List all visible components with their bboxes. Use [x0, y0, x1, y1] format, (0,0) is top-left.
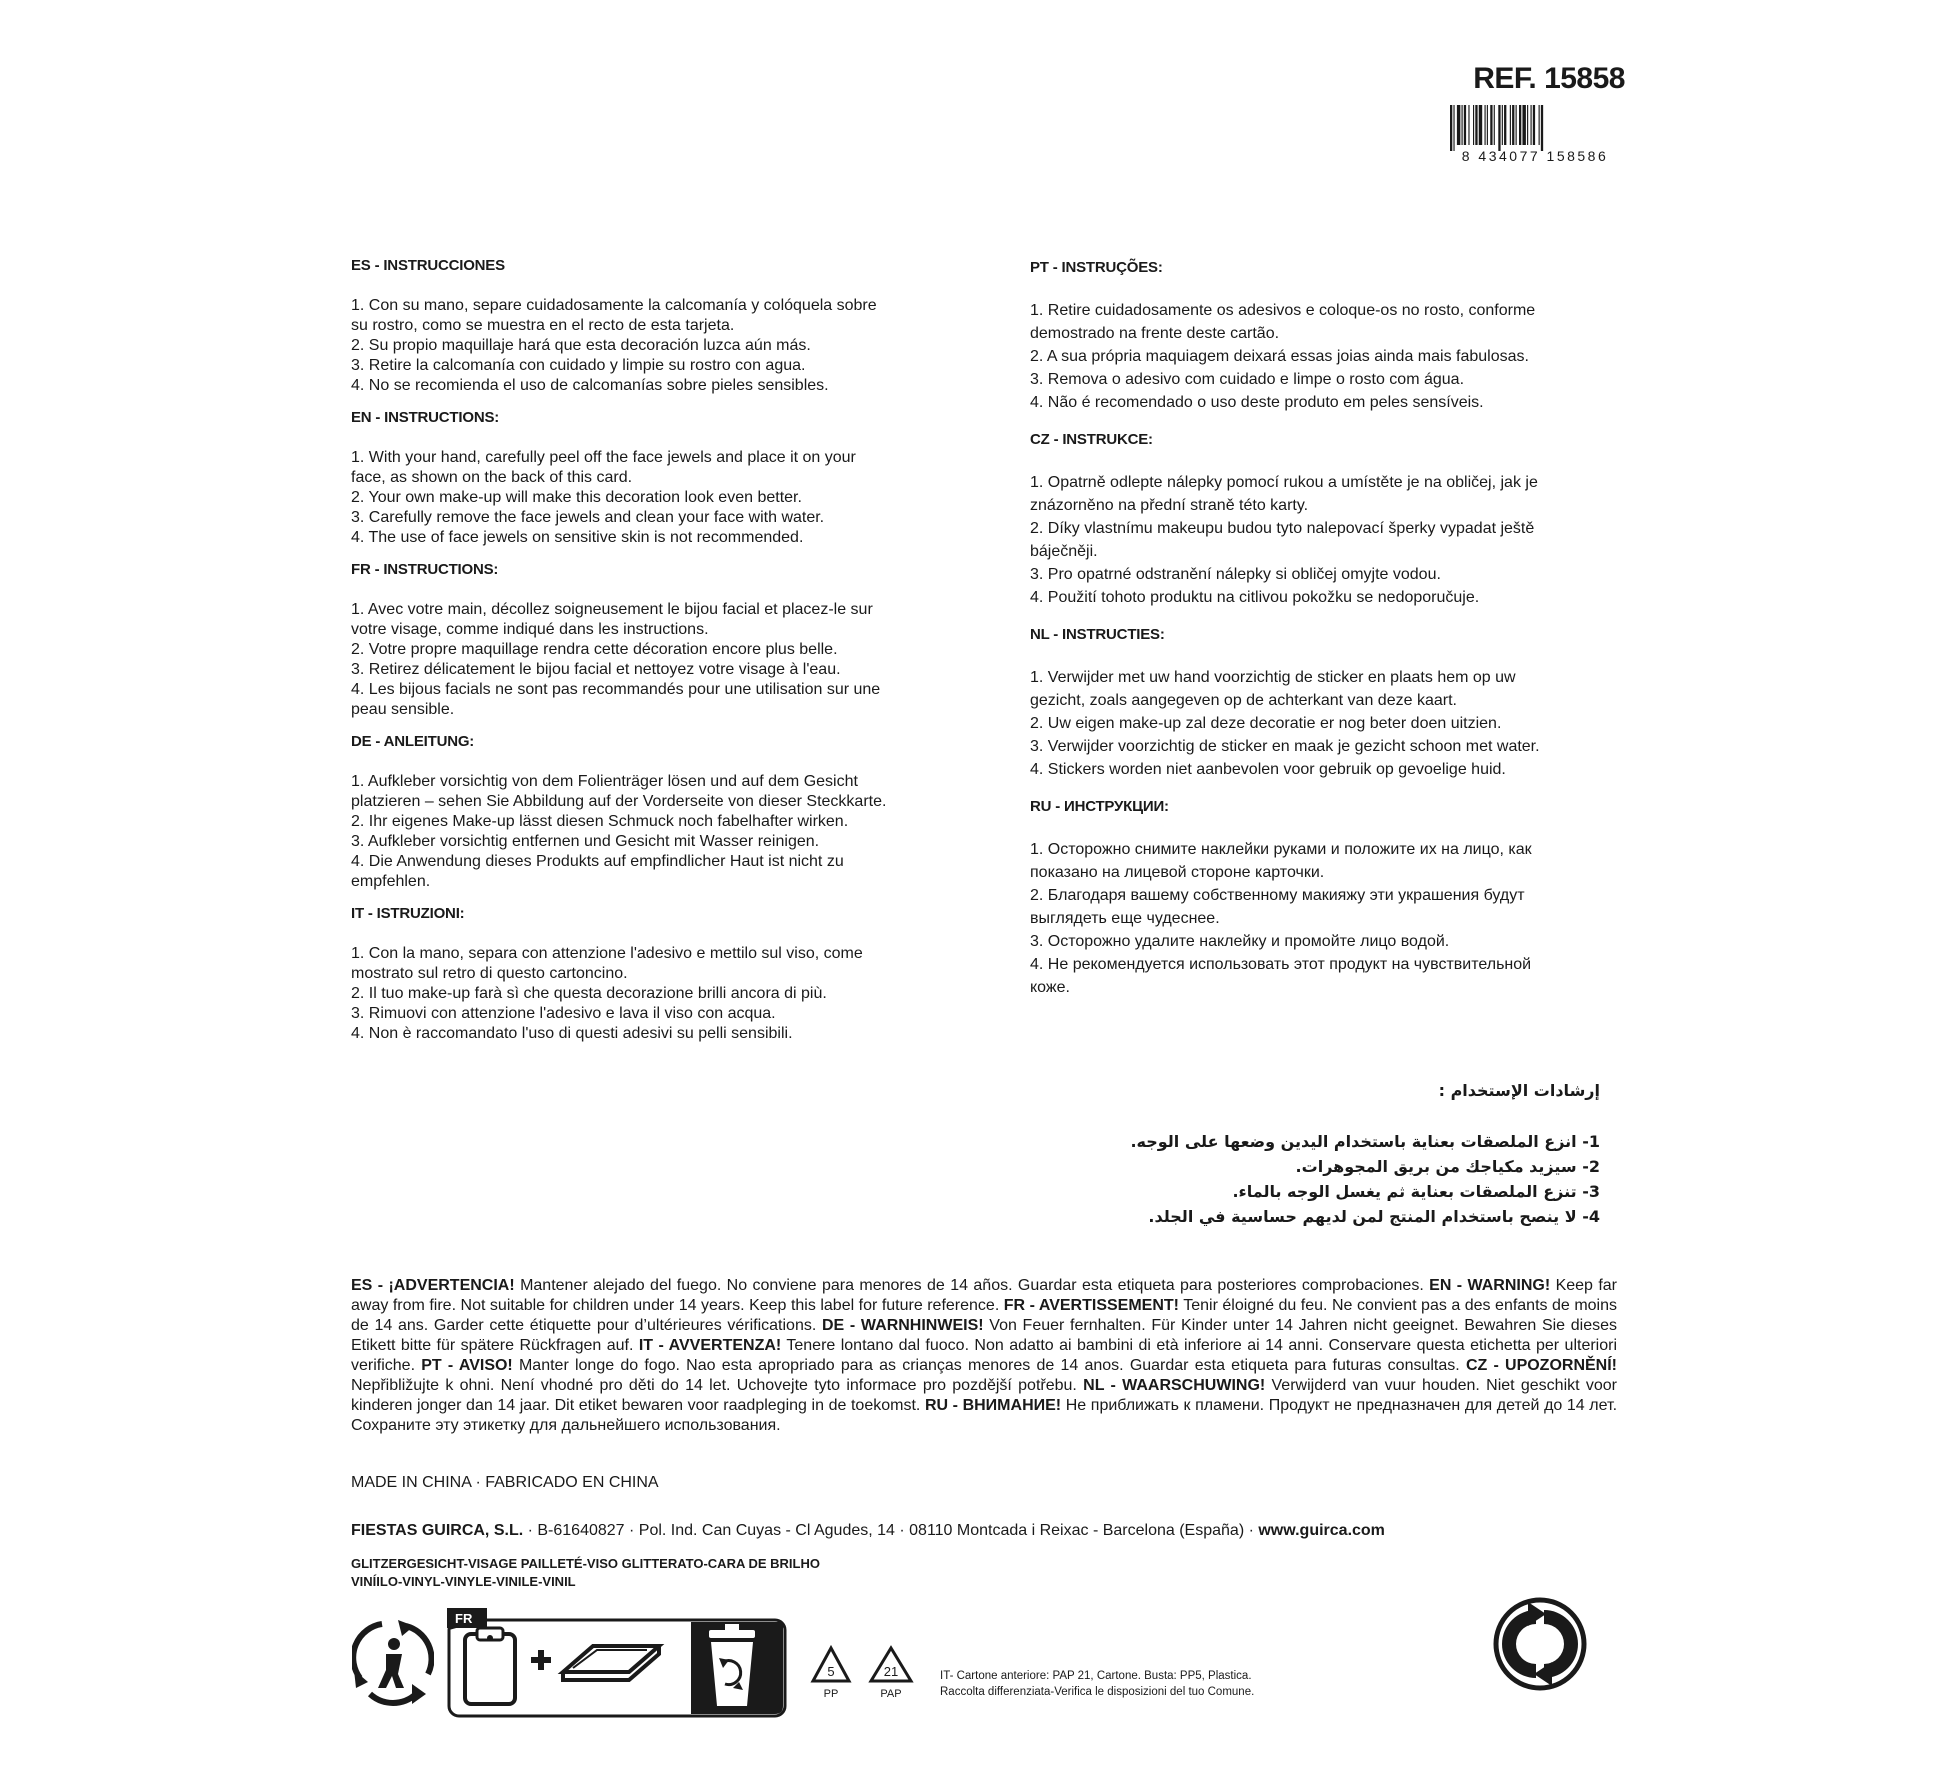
warning-label: FR - AVERTISSEMENT! [1003, 1297, 1180, 1314]
warning-label: ES - ¡ADVERTENCIA! [351, 1277, 515, 1294]
barcode-bar [1453, 105, 1454, 151]
arabic-instructions [1000, 1078, 1600, 1229]
barcode-bar [1475, 105, 1477, 145]
section-title: PT - INSTRUÇÕES: [1030, 259, 1163, 276]
instruction-line: показано на лицевой стороне карточки. [1030, 864, 1325, 881]
instruction-line: 4. Não é recomendado o uso deste produto em peles sensíveis. [1030, 394, 1484, 411]
section-body [1030, 838, 1610, 999]
pap-recycle-icon [868, 1645, 914, 1703]
section-title: IT - ISTRUZIONI: [351, 905, 465, 922]
barcode-bar [1502, 105, 1503, 145]
instruction-line: 1. Con su mano, separe cuidadosamente la calcomanía y colóquela sobre [351, 297, 877, 314]
fr-sorting-box [447, 1608, 787, 1718]
instruction-line: demostrado na frente deste cartão. [1030, 325, 1280, 342]
material-info [351, 1555, 820, 1591]
barcode-bar [1468, 105, 1469, 145]
section-body [1030, 299, 1610, 414]
warning-label: CZ - UPOZORNĚNÍ! [1465, 1357, 1618, 1374]
pap-label: PAP [880, 1688, 902, 1700]
warning-label: DE - WARNHINWEIS! [822, 1317, 984, 1334]
warning-label: EN - WARNING! [1429, 1277, 1551, 1294]
left-instructions [351, 256, 931, 1056]
section-title: RU - ИНСТРУКЦИИ: [1030, 798, 1169, 815]
instruction-line: mostrato sul retro di questo cartoncino. [351, 965, 628, 982]
instruction-line: 3. Осторожно удалите наклейку и промойте лицо водой. [1030, 933, 1450, 950]
barcode-bar [1512, 105, 1514, 145]
instruction-line: 4. Stickers worden niet aanbevolen voor gebruik op gevoelige huid. [1030, 761, 1506, 778]
warning-label: IT - AVVERTENZA! [638, 1337, 782, 1354]
barcode-bar [1516, 105, 1517, 145]
ref-number: REF. 15858 [1473, 62, 1625, 95]
section-body [1030, 471, 1610, 609]
instruction-line: 3. Remova o adesivo com cuidado e limpe o rosto com água. [1030, 371, 1465, 388]
svg-text:21: 21 [883, 1664, 899, 1679]
barcode-bar [1457, 105, 1460, 145]
instruction-line: 3. Retire la calcomanía con cuidado y limpie su rostro con agua. [351, 357, 806, 374]
company-website[interactable]: www.guirca.com [1258, 1522, 1385, 1539]
instruction-line: 1. Opatrně odlepte nálepky pomocí rukou a umístěte je na obličej, jak je [1030, 474, 1538, 491]
instruction-line: 4. No se recomienda el uso de calcomanías sobre pieles sensibles. [351, 377, 829, 394]
instruction-line: 4. Не рекомендуется использовать этот продукт на чувствительной [1030, 956, 1532, 973]
barcode-bar [1504, 105, 1506, 145]
instruction-line: 3. Retirez délicatement le bijou facial et nettoyez votre visage à l'eau. [351, 661, 841, 678]
svg-text:5: 5 [827, 1664, 835, 1679]
warning-text: Keep far away from fire. Not suitable for children under 14 years. Keep this label for future reference. [351, 1277, 1617, 1314]
arabic-line: 3- تنزع الملصقات بعناية ثم يغسل الوجه بالماء. [1232, 1182, 1600, 1201]
fr-tag: FR [455, 1611, 473, 1626]
instruction-line: 1. Avec votre main, décollez soigneusement le bijou facial et placez-le sur [351, 601, 873, 618]
instruction-line: empfehlen. [351, 873, 431, 890]
instruction-line: face, as shown on the back of this card. [351, 469, 633, 486]
arabic-line: 4- لا ينصح باستخدام المنتج لمن لديهم حساسية في الجلد. [1148, 1207, 1600, 1226]
instruction-line: выглядеть еще чудеснее. [1030, 910, 1220, 927]
barcode-bar [1479, 105, 1482, 145]
section-body [351, 600, 931, 720]
instruction-line: 2. Your own make-up will make this decoration look even better. [351, 489, 802, 506]
barcode-bar [1527, 105, 1528, 145]
barcode-bar [1498, 105, 1500, 151]
instruction-line: votre visage, comme indiqué dans les instructions. [351, 621, 709, 638]
barcode-bar [1473, 105, 1474, 145]
instruction-line: 4. Použití tohoto produktu na citlivou pokožku se nedoporučuje. [1030, 589, 1480, 606]
instruction-line: 2. Il tuo make-up farà sì che questa decorazione brilli ancora di più. [351, 985, 827, 1002]
material-line-2: VINÍILO-VINYL-VINYLE-VINILE-VINIL [351, 1574, 576, 1589]
warning-text: Tenere lontano dal fuoco. Non adatto ai bambini di età inferiore ai 14 anni. Conservare questa etichetta per ulteriori verifiche. [351, 1337, 1618, 1374]
instruction-line: 3. Rimuovi con attenzione l'adesivo e lava il viso con acqua. [351, 1005, 776, 1022]
warning-label: RU - ВНИМАНИЕ! [924, 1397, 1062, 1414]
pp-label: PP [823, 1688, 839, 1700]
barcode-icon [1448, 105, 1622, 151]
material-line-1: GLITZERGESICHT-VISAGE PAILLETÉ-VISO GLITTERATO-CARA DE BRILHO [351, 1556, 820, 1571]
barcode-bar [1531, 105, 1532, 145]
warning-text: Manter longe do fogo. Nao esta apropriado para as crianças menores de 14 anos. Guardar esta etiqueta para futuras consultas. [512, 1357, 1466, 1374]
instruction-line: peau sensible. [351, 701, 455, 718]
section-title: DE - ANLEITUNG: [351, 733, 475, 750]
instruction-line: 4. Les bijous facials ne sont pas recommandés pour une utilisation sur une [351, 681, 881, 698]
barcode-bar [1494, 105, 1495, 145]
barcode-bar [1541, 105, 1543, 151]
instruction-line: 2. Su propio maquillaje hará que esta decoración luzca aún más. [351, 337, 811, 354]
right-instructions [1030, 256, 1610, 1013]
barcode-bar [1485, 105, 1486, 145]
instruction-line: 2. A sua própria maquiagem deixará essas joias ainda mais fabulosas. [1030, 348, 1529, 365]
barcode-bar [1464, 105, 1466, 145]
section-title: NL - INSTRUCTIES: [1030, 626, 1165, 643]
instruction-line: 2. Благодаря вашему собственному макияжу эти украшения будут [1030, 887, 1525, 904]
section-body [351, 772, 931, 892]
instruction-line: znázorněno na přední straně této karty. [1030, 497, 1309, 514]
pp-recycle-icon [810, 1645, 852, 1703]
company-details: · B-61640827 · Pol. Ind. Can Cuyas - Cl Agudes, 14 · 08110 Montcada i Reixac - Barcelona (España) · [523, 1522, 1259, 1539]
section-title: CZ - INSTRUKCE: [1030, 431, 1153, 448]
warning-text: Nepřibližujte k ohni. Není vhodné pro děti do 14 let. Uchovejte tyto informace pro pozdější potřebu. [351, 1377, 1084, 1394]
recycling-info-it [940, 1668, 1254, 1700]
warning-text: Не приближать к пламени. Продукт не предназначен для детей до 14 лет. Сохраните эту этикетку для дальнейшего использования. [351, 1397, 1618, 1434]
barcode-number: 8 434077 158586 [1461, 148, 1609, 164]
section-title: ES - INSTRUCCIONES [351, 257, 505, 274]
instruction-line: platzieren – sehen Sie Abbildung auf der Vorderseite von dieser Steckkarte. [351, 793, 887, 810]
instruction-line: 3. Aufkleber vorsichtig entfernen und Gesicht mit Wasser reinigen. [351, 833, 820, 850]
instruction-line: 3. Verwijder voorzichtig de sticker en maak je gezicht schoon met water. [1030, 738, 1540, 755]
instruction-line: 3. Carefully remove the face jewels and clean your face with water. [351, 509, 825, 526]
instruction-line: 4. Non è raccomandato l'uso di questi adesivi su pelli sensibili. [351, 1025, 793, 1042]
instruction-line: gezicht, zoals aangegeven op de achterkant van deze kaart. [1030, 692, 1457, 709]
section-title: FR - INSTRUCTIONS: [351, 561, 499, 578]
instruction-line: 2. Ihr eigenes Make-up lässt diesen Schmuck noch fabelhafter wirken. [351, 813, 849, 830]
section-body [351, 944, 931, 1044]
instruction-line: 2. Uw eigen make-up zal deze decoratie er nog beter doen uitzien. [1030, 715, 1502, 732]
instruction-line: 1. Осторожно снимите наклейки руками и положите их на лицо, как [1030, 841, 1532, 858]
section-body [351, 448, 931, 548]
instruction-line: 4. Die Anwendung dieses Produkts auf empfindlicher Haut ist nicht zu [351, 853, 844, 870]
barcode-bar [1450, 105, 1452, 151]
warning-text: Verwijderd van vuur houden. Niet geschikt voor kinderen jonger dan 14 jaar. Dit etiket bewaren voor raadpleging in de toekomst. [351, 1377, 1617, 1414]
arabic-line: 2- سيزيد مكياجك من بريق المجوهرات. [1295, 1157, 1600, 1176]
instruction-line: 4. The use of face jewels on sensitive skin is not recommended. [351, 529, 804, 546]
barcode-bar [1539, 105, 1540, 145]
company-info [351, 1522, 1621, 1540]
warning-label: NL - WAARSCHUWING! [1083, 1377, 1266, 1394]
made-in: MADE IN CHINA · FABRICADO EN CHINA [351, 1474, 659, 1491]
warning-text: Tenir éloigné du feu. Ne convient pas a des enfants de moins de 14 ans. Garder cette étiquette pour d’ultérieures vérifications. [351, 1297, 1618, 1334]
instruction-line: 1. With your hand, carefully peel off the face jewels and place it on your [351, 449, 856, 466]
section-title: EN - INSTRUCTIONS: [351, 409, 500, 426]
instruction-line: 1. Retire cuidadosamente os adesivos e coloque-os no rosto, conforme [1030, 302, 1536, 319]
section-body [351, 296, 931, 396]
recycle-bin-icon [691, 1622, 783, 1714]
instruction-line: 2. Díky vlastnímu makeupu budou tyto nalepovací šperky vypadat ještě [1030, 520, 1535, 537]
warnings-paragraph [351, 1276, 1617, 1436]
green-dot-icon [1492, 1596, 1588, 1692]
barcode-bar [1522, 105, 1525, 145]
arabic-title: إرشادات الإستخدام : [1438, 1081, 1600, 1100]
barcode-bar [1533, 105, 1535, 145]
triman-icon [352, 1618, 434, 1706]
recycling-line-2: Raccolta differenziata-Verifica le disposizioni del tuo Comune. [940, 1686, 1255, 1698]
warning-label: PT - AVISO! [421, 1357, 513, 1374]
warning-text: Von Feuer fernhalten. Für Kinder unter 14 Jahren nicht geeignet. Bewahren Sie dieses Etikett bitte für spätere Rückfragen auf. [351, 1317, 1618, 1354]
company-name: FIESTAS GUIRCA, S.L. [351, 1522, 524, 1539]
barcode-bar [1490, 105, 1492, 145]
instruction-line: 1. Aufkleber vorsichtig von dem Folienträger lösen und auf dem Gesicht [351, 773, 858, 790]
section-body [1030, 666, 1610, 781]
barcode-bar [1519, 105, 1521, 145]
instruction-line: 1. Con la mano, separa con attenzione l'adesivo e mettilo sul viso, come [351, 945, 863, 962]
instruction-line: su rostro, como se muestra en el recto de esta tarjeta. [351, 317, 735, 334]
instruction-line: 3. Pro opatrné odstranění nálepky si obličej omyjte vodou. [1030, 566, 1441, 583]
instruction-line: 1. Verwijder met uw hand voorzichtig de sticker en plaats hem op uw [1030, 669, 1516, 686]
card-icon [465, 1628, 515, 1704]
warning-text: Mantener alejado del fuego. No conviene para menores de 14 años. Guardar esta etiqueta para posteriores comprobaciones. [514, 1277, 1430, 1294]
arabic-line: 1- انزع الملصقات بعناية باستخدام اليدين وضعها على الوجه. [1130, 1132, 1600, 1151]
instruction-line: 2. Votre propre maquillage rendra cette décoration encore plus belle. [351, 641, 838, 658]
bag-icon [563, 1646, 659, 1680]
recycling-line-1: IT- Cartone anteriore: PAP 21, Cartone. Busta: PP5, Plastica. [940, 1670, 1252, 1682]
instruction-line: báječněji. [1030, 543, 1098, 560]
barcode-bar [1462, 105, 1463, 145]
instruction-line: коже. [1030, 979, 1070, 996]
barcode-bar [1510, 105, 1511, 145]
barcode-bar [1487, 105, 1488, 145]
